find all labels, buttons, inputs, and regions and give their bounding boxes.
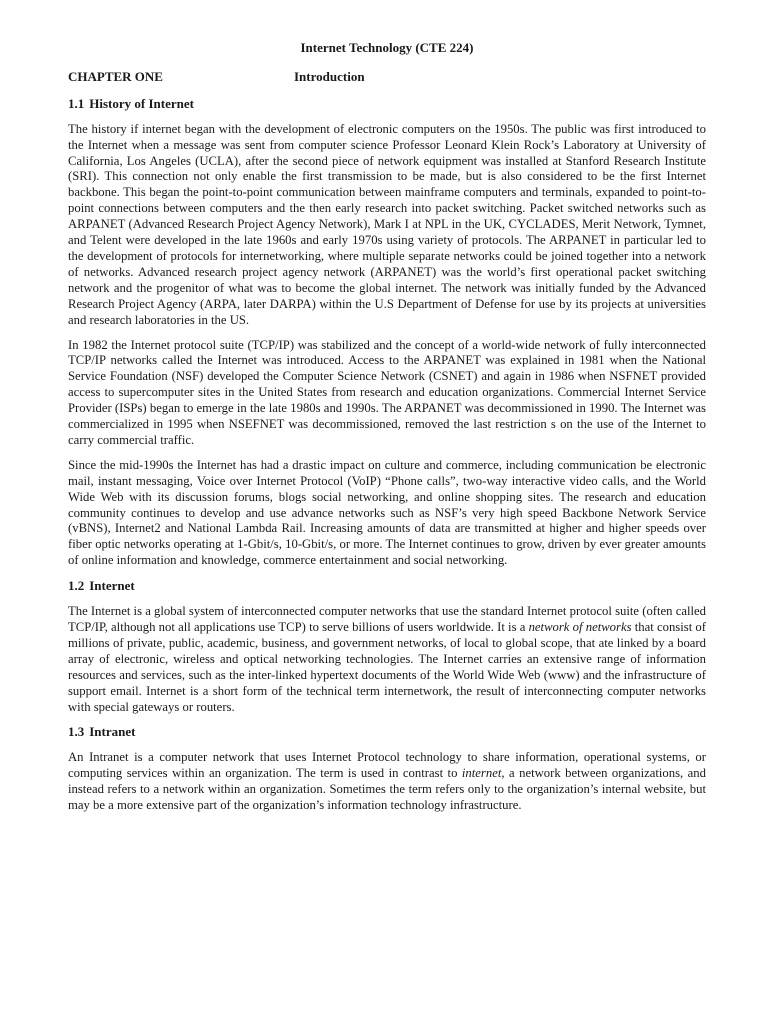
chapter-label: CHAPTER ONE [68,68,163,84]
section-history-of-internet [68,96,706,569]
italic-term: internet [461,766,502,781]
paragraph-text: that consist of millions of private, public, academic, business, and government networks, of local to global scope, that ate linked by a board array of electronic, wireless and optical networking technologies. The Internet carries an extensive range of information resources and services, such as the inter-linked hypertext documents of the World Wide Web (www) and the infrastructure of support email. Internet is a short form of the technical term internetwork, the result of interconnecting computer networks with special gateways or routers. [68,620,706,714]
chapter-title: Introduction [294,68,365,84]
document-title: Internet Technology (CTE 224) [300,40,474,55]
paragraph-text: , a network between organizations, and instead refers to a network within an organization. Sometimes the term refers only to the organization’s internal website, but may be a more extensive part of the organization’s information technology infrastructure. [68,766,706,813]
section-internet [68,578,706,715]
section-intranet [68,724,706,814]
paragraph-text: The history if internet began with the development of electronic computers on the 1950s. The public was first introduced to the Internet when a message was sent from computer science Professor Leonard Klein Rock’s Laboratory at University of California, Los Angeles (UCLA), after the second piece of network equipment was installed at Stanford Research Institute (SRI). This connection not only enable the first transmission to be made, but is also considered to be the first Internet backbone. This began the point-to-point communication between mainframe computers and terminals, expanded to point-to-point connections between computers and the then early research into packet switching. Packet switched networks such as ARPANET (Advanced Research Project Agency Network), Mark I at NPL in the UK, CYCLADES, Merit Network, Tymnet, and Telent were developed in the late 1960s and early 1970s using variety of protocols. The ARPANET in particular led to the development of protocols for internetworking, where multiple separate networks could be joined together into a network of networks. Advanced research project agency network (ARPANET) was the world’s first operational packet switching network and the progenitor of what was to become the global internet. The network was initially funded by the Advanced Research Project Agency (ARPA, later DARPA) within the U.S Department of Defense for use by its projects at universities and research laboratories in the US. [68,121,706,327]
paragraph [68,458,706,569]
section-heading [68,578,706,594]
chapter-header [68,69,706,85]
paragraph-text: Since the mid-1990s the Internet has had a drastic impact on culture and commerce, including communication be electronic mail, instant messaging, Voice over Internet Protocol (VoIP) “Phone calls”, two-way interactive video calls, and the World Wide Web with its discussion forums, blogs social networking, and online shopping sites. The research and education community continues to develop and use advance networks such as NSF’s very high speed Backbone Network Service (vBNS), Internet2 and National Lambda Rail. Increasing amounts of data are transmitted at higher and higher speeds over fiber optic networks operating at 1-Gbit/s, 10-Gbit/s, or more. The Internet continues to grow, driven by ever greater amounts of online information and knowledge, commerce entertainment and social networking. [68,457,706,568]
paragraph [68,604,706,715]
paragraph [68,122,706,329]
italic-term: network of networks [528,620,632,634]
section-heading [68,724,706,740]
section-heading [68,96,706,112]
paragraph [68,338,706,449]
section-number: 1.2 [68,578,85,594]
paragraph-text: The Internet is a global system of interconnected computer networks that use the standard Internet protocol suite (often called TCP/IP, although not all applications use TCP) to serve billions of users worldwide. It is a [68,604,706,634]
section-number: 1.3 [68,724,85,740]
paragraph [68,750,706,814]
section-title: Internet [89,578,135,594]
section-title: History of Internet [89,95,194,111]
section-title: Intranet [89,724,136,740]
section-number: 1.1 [68,95,85,111]
document-page [68,40,706,1024]
paragraph-text: In 1982 the Internet protocol suite (TCP/IP) was stabilized and the concept of a world-wide network of fully interconnected TCP/IP networks called the Internet was introduced. Access to the ARPANET was explained in 1981 when the National Service Foundation (NSF) developed the Computer Science Network (CSNET) and again in 1986 when NSFNET provided access to supercomputer sites in the United States from research and education organizations. Commercial Internet Service Provider (ISPs) began to emerge in the late 1980s and 1990s. The ARPANET was decommissioned in 1990. The Internet was commercialized in 1995 when NSEFNET was decommissioned, removed the last restriction s on the use of the Internet to carry commercial traffic. [68,337,706,447]
paragraph-text: An Intranet is a computer network that uses Internet Protocol technology to share information, operational systems, or computing services within an organization. The term is used in contrast to [68,750,706,781]
